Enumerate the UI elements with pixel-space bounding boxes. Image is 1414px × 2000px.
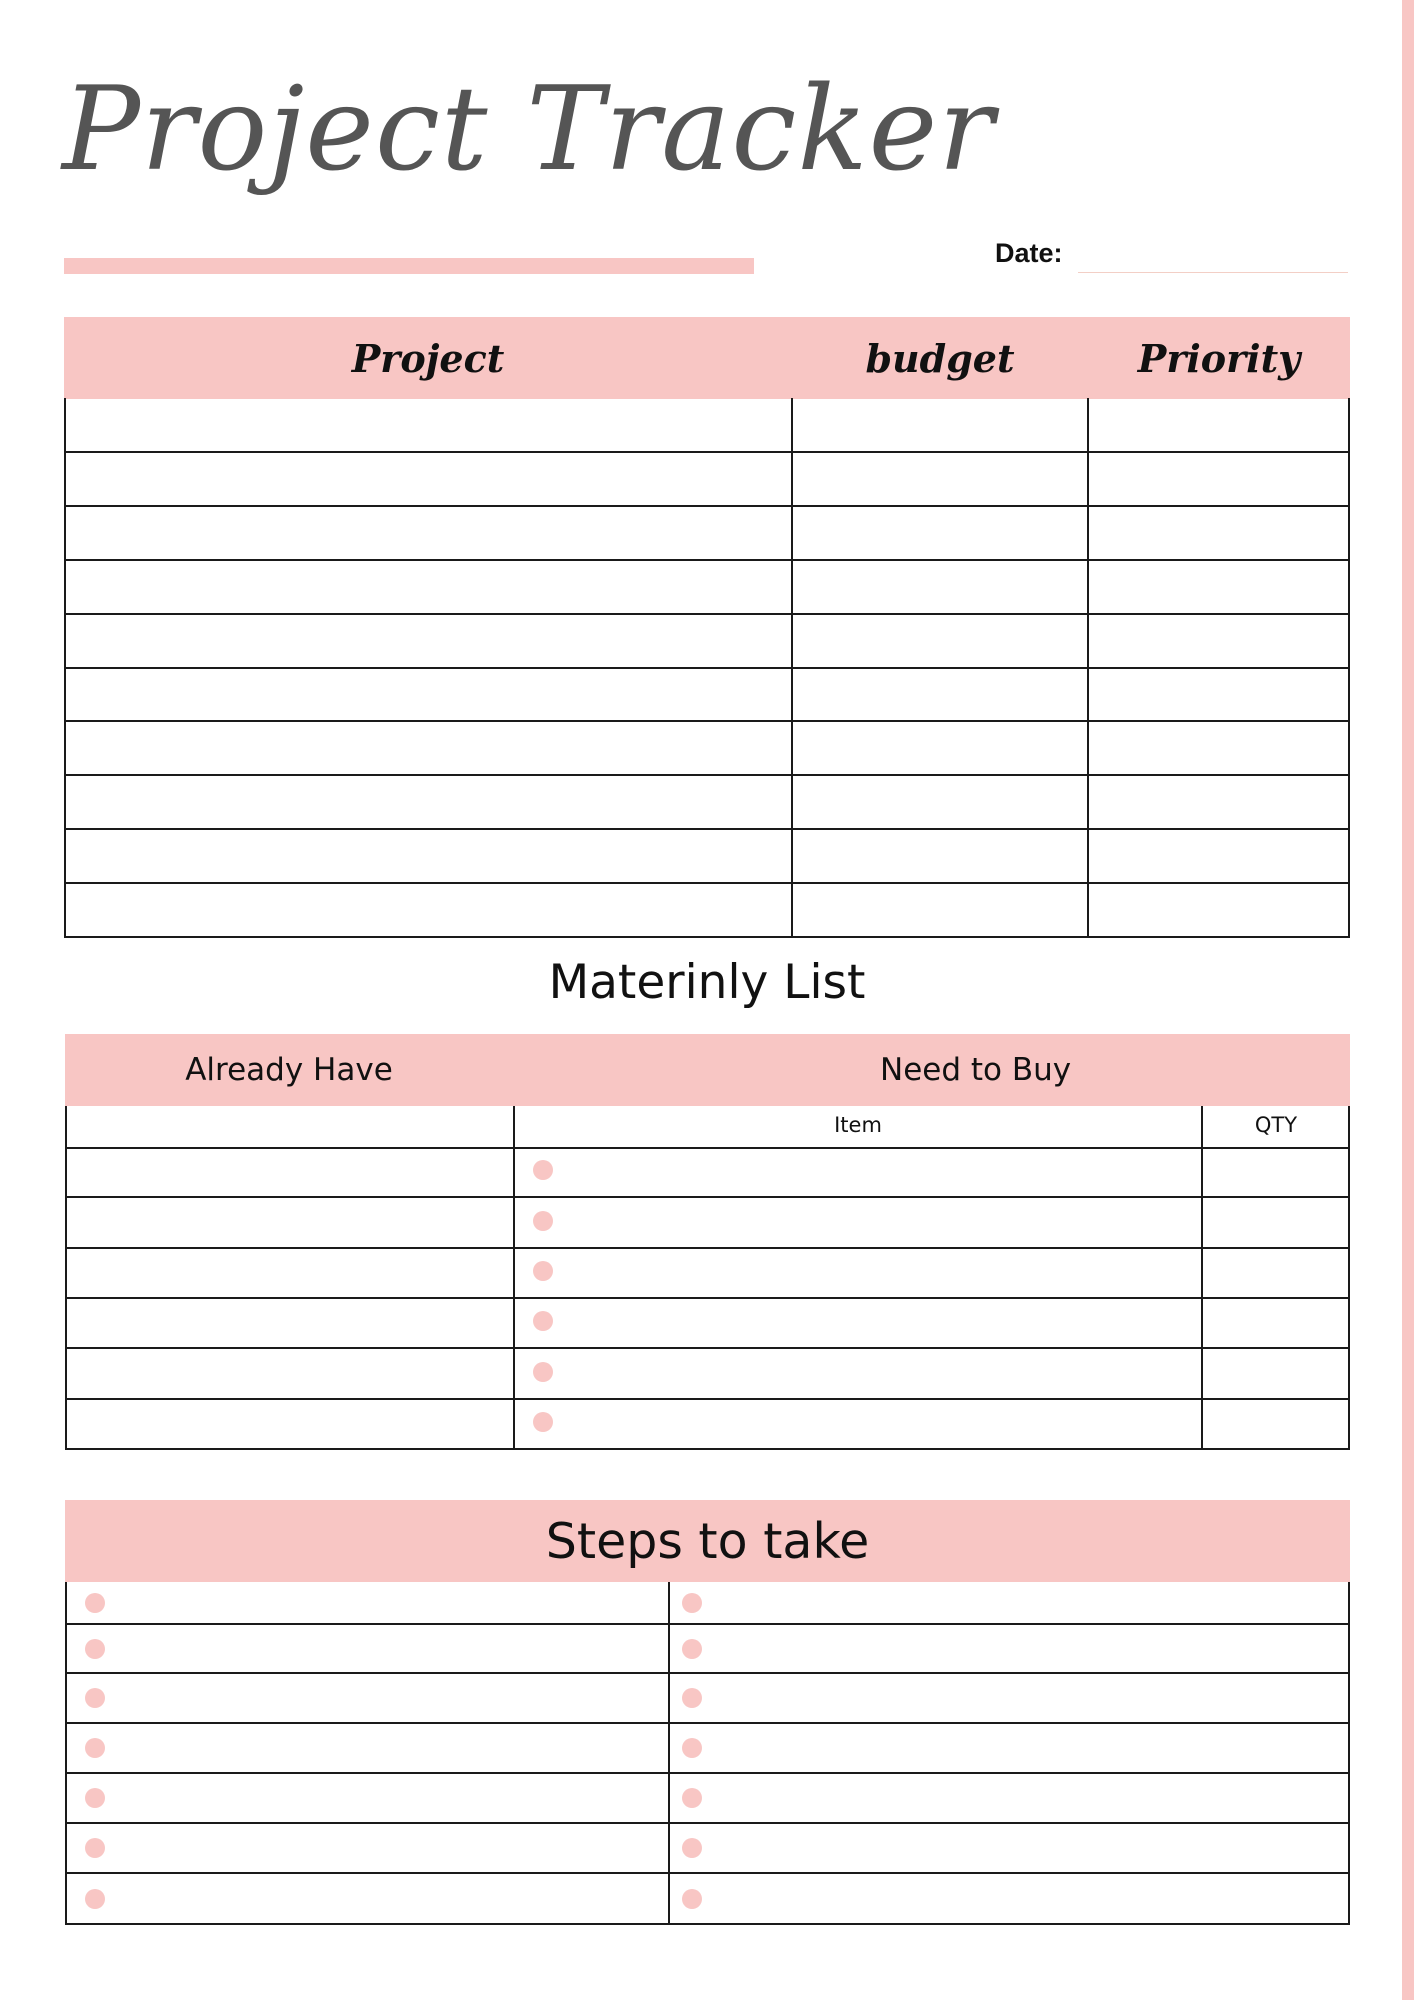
priority-cell[interactable] bbox=[1090, 669, 1348, 721]
need-to-buy-item-cell[interactable] bbox=[560, 1400, 1200, 1448]
budget-cell[interactable] bbox=[794, 776, 1086, 828]
bullet-dot bbox=[682, 1738, 702, 1758]
already-have-cell[interactable] bbox=[67, 1299, 511, 1347]
bullet-dot bbox=[85, 1593, 105, 1613]
project-cell[interactable] bbox=[66, 453, 790, 505]
tracker-column-line bbox=[64, 398, 66, 938]
project-cell[interactable] bbox=[66, 399, 790, 451]
qty-cell[interactable] bbox=[1204, 1148, 1348, 1196]
budget-cell[interactable] bbox=[794, 884, 1086, 936]
already-have-cell[interactable] bbox=[67, 1249, 511, 1297]
bullet-dot bbox=[682, 1639, 702, 1659]
already-have-cell[interactable] bbox=[67, 1400, 511, 1448]
already-have-cell[interactable] bbox=[67, 1198, 511, 1246]
bullet-dot bbox=[85, 1889, 105, 1909]
need-to-buy-item-cell[interactable] bbox=[560, 1349, 1200, 1397]
materials-column-line bbox=[65, 1106, 67, 1449]
budget-cell[interactable] bbox=[794, 615, 1086, 667]
bullet-dot bbox=[85, 1838, 105, 1858]
project-cell[interactable] bbox=[66, 615, 790, 667]
step-cell-right[interactable] bbox=[708, 1874, 1348, 1923]
title-underline bbox=[64, 258, 754, 274]
right-edge-stripe bbox=[1402, 0, 1414, 2000]
priority-cell[interactable] bbox=[1090, 453, 1348, 505]
steps-title: Steps to take bbox=[545, 1512, 870, 1570]
step-cell-left[interactable] bbox=[110, 1774, 666, 1822]
need-to-buy-item-cell[interactable] bbox=[560, 1299, 1200, 1347]
step-cell-right[interactable] bbox=[708, 1674, 1348, 1722]
already-have-label: Already Have bbox=[185, 1052, 393, 1088]
tracker-column-line bbox=[1087, 398, 1089, 938]
already-have-cell[interactable] bbox=[67, 1349, 511, 1397]
step-cell-left[interactable] bbox=[110, 1674, 666, 1722]
step-cell-right[interactable] bbox=[708, 1824, 1348, 1872]
date-label: Date: bbox=[995, 238, 1063, 268]
step-cell-right[interactable] bbox=[708, 1724, 1348, 1772]
priority-cell[interactable] bbox=[1090, 507, 1348, 559]
priority-cell[interactable] bbox=[1090, 722, 1348, 774]
budget-cell[interactable] bbox=[794, 507, 1086, 559]
bullet-dot bbox=[85, 1738, 105, 1758]
steps-column-line bbox=[1348, 1582, 1350, 1924]
bullet-dot bbox=[85, 1688, 105, 1708]
priority-cell[interactable] bbox=[1090, 776, 1348, 828]
project-cell[interactable] bbox=[66, 884, 790, 936]
step-cell-right[interactable] bbox=[708, 1583, 1348, 1623]
bullet-dot bbox=[533, 1261, 553, 1281]
priority-cell[interactable] bbox=[1090, 615, 1348, 667]
header-budget-label: budget bbox=[865, 335, 1015, 381]
project-cell[interactable] bbox=[66, 507, 790, 559]
project-cell[interactable] bbox=[66, 669, 790, 721]
bullet-dot bbox=[682, 1889, 702, 1909]
bullet-dot bbox=[533, 1362, 553, 1382]
bullet-dot bbox=[533, 1211, 553, 1231]
budget-cell[interactable] bbox=[794, 561, 1086, 613]
step-cell-left[interactable] bbox=[110, 1824, 666, 1872]
bullet-dot bbox=[533, 1412, 553, 1432]
header-need-to-buy bbox=[513, 1034, 1350, 1106]
bullet-dot bbox=[682, 1838, 702, 1858]
priority-cell[interactable] bbox=[1090, 399, 1348, 451]
step-cell-right[interactable] bbox=[708, 1774, 1348, 1822]
header-project bbox=[64, 317, 792, 399]
qty-cell[interactable] bbox=[1204, 1299, 1348, 1347]
steps-row-line bbox=[65, 1923, 1350, 1925]
page-title: Project Tracker bbox=[62, 62, 995, 197]
already-have-cell[interactable] bbox=[67, 1148, 511, 1196]
item-column-label: Item bbox=[834, 1113, 882, 1137]
bullet-dot bbox=[533, 1160, 553, 1180]
budget-cell[interactable] bbox=[794, 830, 1086, 882]
bullet-dot bbox=[85, 1639, 105, 1659]
priority-cell[interactable] bbox=[1090, 884, 1348, 936]
bullet-dot bbox=[85, 1788, 105, 1808]
bullet-dot bbox=[682, 1788, 702, 1808]
header-already-have bbox=[65, 1034, 513, 1106]
tracker-column-line bbox=[791, 398, 793, 938]
materials-column-line bbox=[1201, 1106, 1203, 1449]
step-cell-left[interactable] bbox=[110, 1874, 666, 1923]
steps-column-line bbox=[668, 1582, 670, 1924]
materials-title: Materinly List bbox=[548, 955, 866, 1010]
project-cell[interactable] bbox=[66, 561, 790, 613]
budget-cell[interactable] bbox=[794, 399, 1086, 451]
bullet-dot bbox=[682, 1593, 702, 1613]
qty-cell[interactable] bbox=[1204, 1249, 1348, 1297]
step-cell-left[interactable] bbox=[110, 1625, 666, 1672]
need-to-buy-label: Need to Buy bbox=[880, 1052, 1072, 1088]
need-to-buy-item-cell[interactable] bbox=[560, 1249, 1200, 1297]
qty-cell[interactable] bbox=[1204, 1400, 1348, 1448]
materials-column-line bbox=[1348, 1106, 1350, 1449]
priority-cell[interactable] bbox=[1090, 830, 1348, 882]
budget-cell[interactable] bbox=[794, 669, 1086, 721]
header-project-label: Project bbox=[351, 335, 505, 381]
materials-row-line bbox=[65, 1448, 1350, 1450]
steps-header-bar bbox=[65, 1500, 1350, 1582]
step-cell-left[interactable] bbox=[110, 1724, 666, 1772]
project-cell[interactable] bbox=[66, 776, 790, 828]
budget-cell[interactable] bbox=[794, 722, 1086, 774]
budget-cell[interactable] bbox=[794, 453, 1086, 505]
date-field[interactable] bbox=[1078, 272, 1348, 273]
header-priority bbox=[1088, 317, 1350, 399]
need-to-buy-item-cell[interactable] bbox=[560, 1198, 1200, 1246]
qty-cell[interactable] bbox=[1204, 1198, 1348, 1246]
steps-column-line bbox=[65, 1582, 67, 1924]
bullet-dot bbox=[682, 1688, 702, 1708]
materials-column-line bbox=[513, 1106, 515, 1449]
step-cell-right[interactable] bbox=[708, 1625, 1348, 1672]
need-to-buy-item-cell[interactable] bbox=[560, 1148, 1200, 1196]
bullet-dot bbox=[533, 1311, 553, 1331]
project-cell[interactable] bbox=[66, 830, 790, 882]
tracker-row-line bbox=[64, 936, 1350, 938]
header-priority-label: Priority bbox=[1137, 335, 1301, 381]
qty-column-label: QTY bbox=[1254, 1113, 1298, 1137]
priority-cell[interactable] bbox=[1090, 561, 1348, 613]
header-budget bbox=[792, 317, 1088, 399]
project-cell[interactable] bbox=[66, 722, 790, 774]
tracker-column-line bbox=[1348, 398, 1350, 938]
qty-cell[interactable] bbox=[1204, 1349, 1348, 1397]
step-cell-left[interactable] bbox=[110, 1583, 666, 1623]
